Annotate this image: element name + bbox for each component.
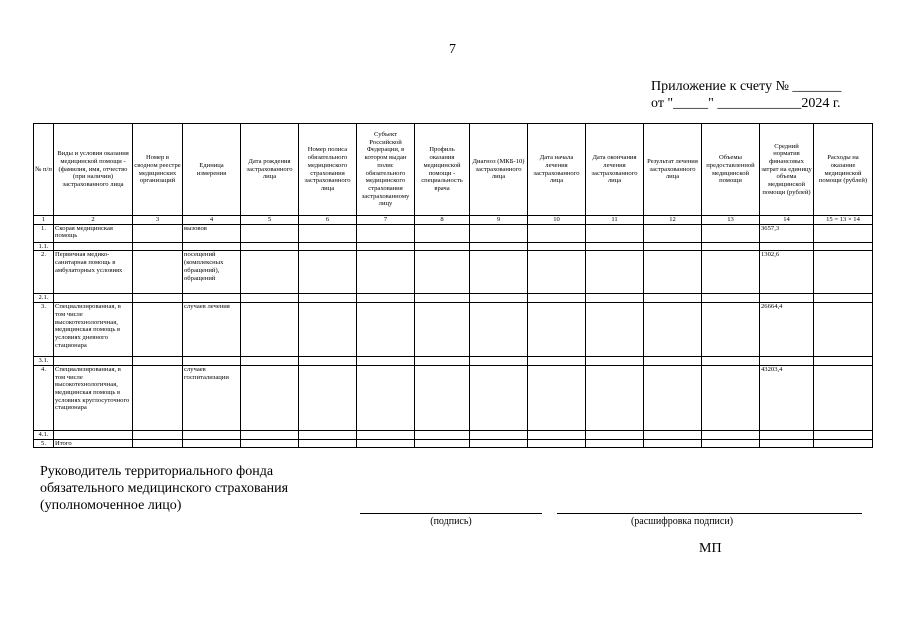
decode-caption: (расшифровка подписи) — [630, 516, 734, 527]
norm-cost — [760, 430, 814, 439]
empty-cell — [470, 251, 528, 294]
empty-cell — [241, 242, 299, 251]
service-type: Скорая медицинская помощь — [54, 224, 133, 242]
empty-cell — [470, 357, 528, 366]
column-number: 10 — [528, 216, 586, 225]
norm-cost: 26664,4 — [760, 303, 814, 357]
table-row — [34, 439, 873, 448]
empty-cell — [299, 365, 357, 430]
empty-cell — [528, 251, 586, 294]
column-number: 15 = 13 × 14 — [814, 216, 873, 225]
norm-cost: 3657,3 — [760, 224, 814, 242]
empty-cell — [241, 251, 299, 294]
empty-cell — [644, 439, 702, 448]
column-number: 6 — [299, 216, 357, 225]
empty-cell — [470, 365, 528, 430]
empty-cell — [241, 430, 299, 439]
empty-cell — [241, 439, 299, 448]
service-type — [54, 357, 133, 366]
column-number: 7 — [357, 216, 415, 225]
unit: случаев лечения — [183, 303, 241, 357]
column-number: 3 — [133, 216, 183, 225]
column-number: 14 — [760, 216, 814, 225]
table-row — [34, 357, 873, 366]
row-number: 4.1. — [34, 430, 54, 439]
empty-cell — [299, 303, 357, 357]
empty-cell — [415, 365, 470, 430]
service-type: Специализированная, в том числе высокотехнологичная, медицинская помощь в условиях дневного стационара — [54, 303, 133, 357]
empty-cell — [586, 224, 644, 242]
service-type — [54, 430, 133, 439]
empty-cell — [702, 439, 760, 448]
service-type: Первичная медико-санитарная помощь в амбулаторных условиях — [54, 251, 133, 294]
empty-cell — [528, 365, 586, 430]
empty-cell — [814, 251, 873, 294]
empty-cell — [702, 357, 760, 366]
col-header: Дата рождения застрахованного лица — [241, 124, 299, 216]
empty-cell — [357, 224, 415, 242]
empty-cell — [644, 357, 702, 366]
appendix-date-line: от "_____" ____________2024 г. — [651, 96, 841, 111]
empty-cell — [586, 357, 644, 366]
table-row — [34, 224, 873, 242]
unit — [183, 242, 241, 251]
empty-cell — [299, 224, 357, 242]
empty-cell — [241, 365, 299, 430]
column-number: 12 — [644, 216, 702, 225]
empty-cell — [241, 224, 299, 242]
empty-cell — [299, 251, 357, 294]
row-number: 1. — [34, 224, 54, 242]
table-row — [34, 242, 873, 251]
empty-cell — [357, 294, 415, 303]
empty-cell — [470, 224, 528, 242]
signer-line: обязательного медицинского страхования — [40, 481, 289, 496]
norm-cost — [760, 294, 814, 303]
empty-cell — [644, 365, 702, 430]
empty-cell — [299, 357, 357, 366]
col-header: Единица измерения — [183, 124, 241, 216]
service-type: Специализированная, в том числе высокотехнологичная, медицинская помощь в условиях круглосуточного стационара — [54, 365, 133, 430]
col-header: Дата окончания лечения застрахованного лица — [586, 124, 644, 216]
column-number: 5 — [241, 216, 299, 225]
col-header: Расходы на оказание медицинской помощи (рублей) — [814, 124, 873, 216]
empty-cell — [644, 430, 702, 439]
col-header: Результат лечения застрахованного лица — [644, 124, 702, 216]
empty-cell — [528, 430, 586, 439]
empty-cell — [133, 430, 183, 439]
empty-cell — [299, 242, 357, 251]
empty-cell — [586, 303, 644, 357]
empty-cell — [415, 357, 470, 366]
empty-cell — [241, 294, 299, 303]
col-header: Номер в сводном реестре медицинских организаций — [133, 124, 183, 216]
row-number: 3.1. — [34, 357, 54, 366]
empty-cell — [357, 251, 415, 294]
empty-cell — [415, 294, 470, 303]
empty-cell — [241, 357, 299, 366]
col-header: Объемы предоставленной медицинской помощи — [702, 124, 760, 216]
empty-cell — [814, 439, 873, 448]
col-header: Субъект Российской Федерации, в котором выдан полис обязательного медицинского страхования застрахованному лицу — [357, 124, 415, 216]
column-number: 1 — [34, 216, 54, 225]
norm-cost: 43203,4 — [760, 365, 814, 430]
unit — [183, 430, 241, 439]
service-type — [54, 294, 133, 303]
empty-cell — [299, 439, 357, 448]
empty-cell — [702, 224, 760, 242]
empty-cell — [133, 357, 183, 366]
empty-cell — [814, 294, 873, 303]
empty-cell — [814, 357, 873, 366]
column-number: 4 — [183, 216, 241, 225]
table-row — [34, 251, 873, 294]
unit — [183, 294, 241, 303]
signer-title — [40, 463, 288, 514]
service-type: Итого — [54, 439, 133, 448]
empty-cell — [133, 439, 183, 448]
column-number: 11 — [586, 216, 644, 225]
empty-cell — [814, 303, 873, 357]
empty-cell — [415, 439, 470, 448]
empty-cell — [702, 251, 760, 294]
unit: посещений (комплексных обращений), обращений — [183, 251, 241, 294]
col-header: Средний норматив финансовых затрат на единицу объема медицинской помощи (рублей) — [760, 124, 814, 216]
empty-cell — [133, 224, 183, 242]
row-number: 1.1. — [34, 242, 54, 251]
stamp-place: МП — [699, 541, 722, 556]
table-row — [34, 303, 873, 357]
empty-cell — [415, 303, 470, 357]
empty-cell — [299, 430, 357, 439]
unit — [183, 357, 241, 366]
empty-cell — [586, 242, 644, 251]
empty-cell — [357, 365, 415, 430]
column-number: 2 — [54, 216, 133, 225]
unit: вызовов — [183, 224, 241, 242]
signer-line: Руководитель территориального фонда — [40, 464, 274, 479]
empty-cell — [470, 439, 528, 448]
norm-cost — [760, 357, 814, 366]
empty-cell — [644, 242, 702, 251]
signature-line — [360, 513, 542, 514]
empty-cell — [133, 251, 183, 294]
empty-cell — [133, 365, 183, 430]
empty-cell — [814, 242, 873, 251]
empty-cell — [814, 430, 873, 439]
column-number-row — [34, 216, 873, 225]
col-header: Номер полиса обязательного медицинского страхования застрахованного лица — [299, 124, 357, 216]
table-row — [34, 430, 873, 439]
column-number: 8 — [415, 216, 470, 225]
norm-cost — [760, 242, 814, 251]
empty-cell — [415, 251, 470, 294]
signer-line: (уполномоченное лицо) — [40, 498, 182, 513]
empty-cell — [586, 365, 644, 430]
empty-cell — [357, 430, 415, 439]
signature-caption: (подпись) — [430, 516, 472, 527]
col-header: Профиль оказания медицинской помощи - специальность врача — [415, 124, 470, 216]
empty-cell — [702, 365, 760, 430]
appendix-invoice-line: Приложение к счету № _______ — [651, 79, 842, 94]
col-header: Дата начала лечения застрахованного лица — [528, 124, 586, 216]
norm-cost: 1302,6 — [760, 251, 814, 294]
empty-cell — [357, 357, 415, 366]
empty-cell — [814, 365, 873, 430]
services-table — [33, 123, 873, 448]
empty-cell — [702, 303, 760, 357]
empty-cell — [644, 294, 702, 303]
empty-cell — [702, 294, 760, 303]
service-type — [54, 242, 133, 251]
empty-cell — [702, 430, 760, 439]
row-number: 3. — [34, 303, 54, 357]
empty-cell — [241, 303, 299, 357]
empty-cell — [644, 303, 702, 357]
appendix-heading — [651, 78, 841, 112]
norm-cost — [760, 439, 814, 448]
empty-cell — [644, 251, 702, 294]
empty-cell — [415, 242, 470, 251]
col-header: Виды и условия оказания медицинской помощи - (фамилия, имя, отчество (при наличии) застрахованного лица — [54, 124, 133, 216]
table-row — [34, 365, 873, 430]
unit: случаев госпитализации — [183, 365, 241, 430]
unit — [183, 439, 241, 448]
empty-cell — [528, 242, 586, 251]
empty-cell — [133, 303, 183, 357]
row-number: 2. — [34, 251, 54, 294]
empty-cell — [133, 294, 183, 303]
empty-cell — [586, 439, 644, 448]
empty-cell — [528, 303, 586, 357]
empty-cell — [528, 439, 586, 448]
empty-cell — [470, 430, 528, 439]
col-header: № п/п — [34, 124, 54, 216]
empty-cell — [357, 242, 415, 251]
empty-cell — [470, 303, 528, 357]
empty-cell — [415, 430, 470, 439]
empty-cell — [586, 430, 644, 439]
row-number: 4. — [34, 365, 54, 430]
column-number: 9 — [470, 216, 528, 225]
empty-cell — [415, 224, 470, 242]
empty-cell — [470, 294, 528, 303]
empty-cell — [644, 224, 702, 242]
empty-cell — [470, 242, 528, 251]
page-number: 7 — [449, 42, 456, 57]
empty-cell — [702, 242, 760, 251]
decode-line — [557, 513, 862, 514]
empty-cell — [528, 224, 586, 242]
col-header: Диагноз (МКБ-10) застрахованного лица — [470, 124, 528, 216]
empty-cell — [357, 439, 415, 448]
empty-cell — [814, 224, 873, 242]
column-number: 13 — [702, 216, 760, 225]
empty-cell — [586, 251, 644, 294]
empty-cell — [586, 294, 644, 303]
empty-cell — [299, 294, 357, 303]
row-number: 5. — [34, 439, 54, 448]
row-number: 2.1. — [34, 294, 54, 303]
empty-cell — [528, 294, 586, 303]
table-row — [34, 294, 873, 303]
empty-cell — [133, 242, 183, 251]
empty-cell — [528, 357, 586, 366]
header-row — [34, 124, 873, 216]
empty-cell — [357, 303, 415, 357]
